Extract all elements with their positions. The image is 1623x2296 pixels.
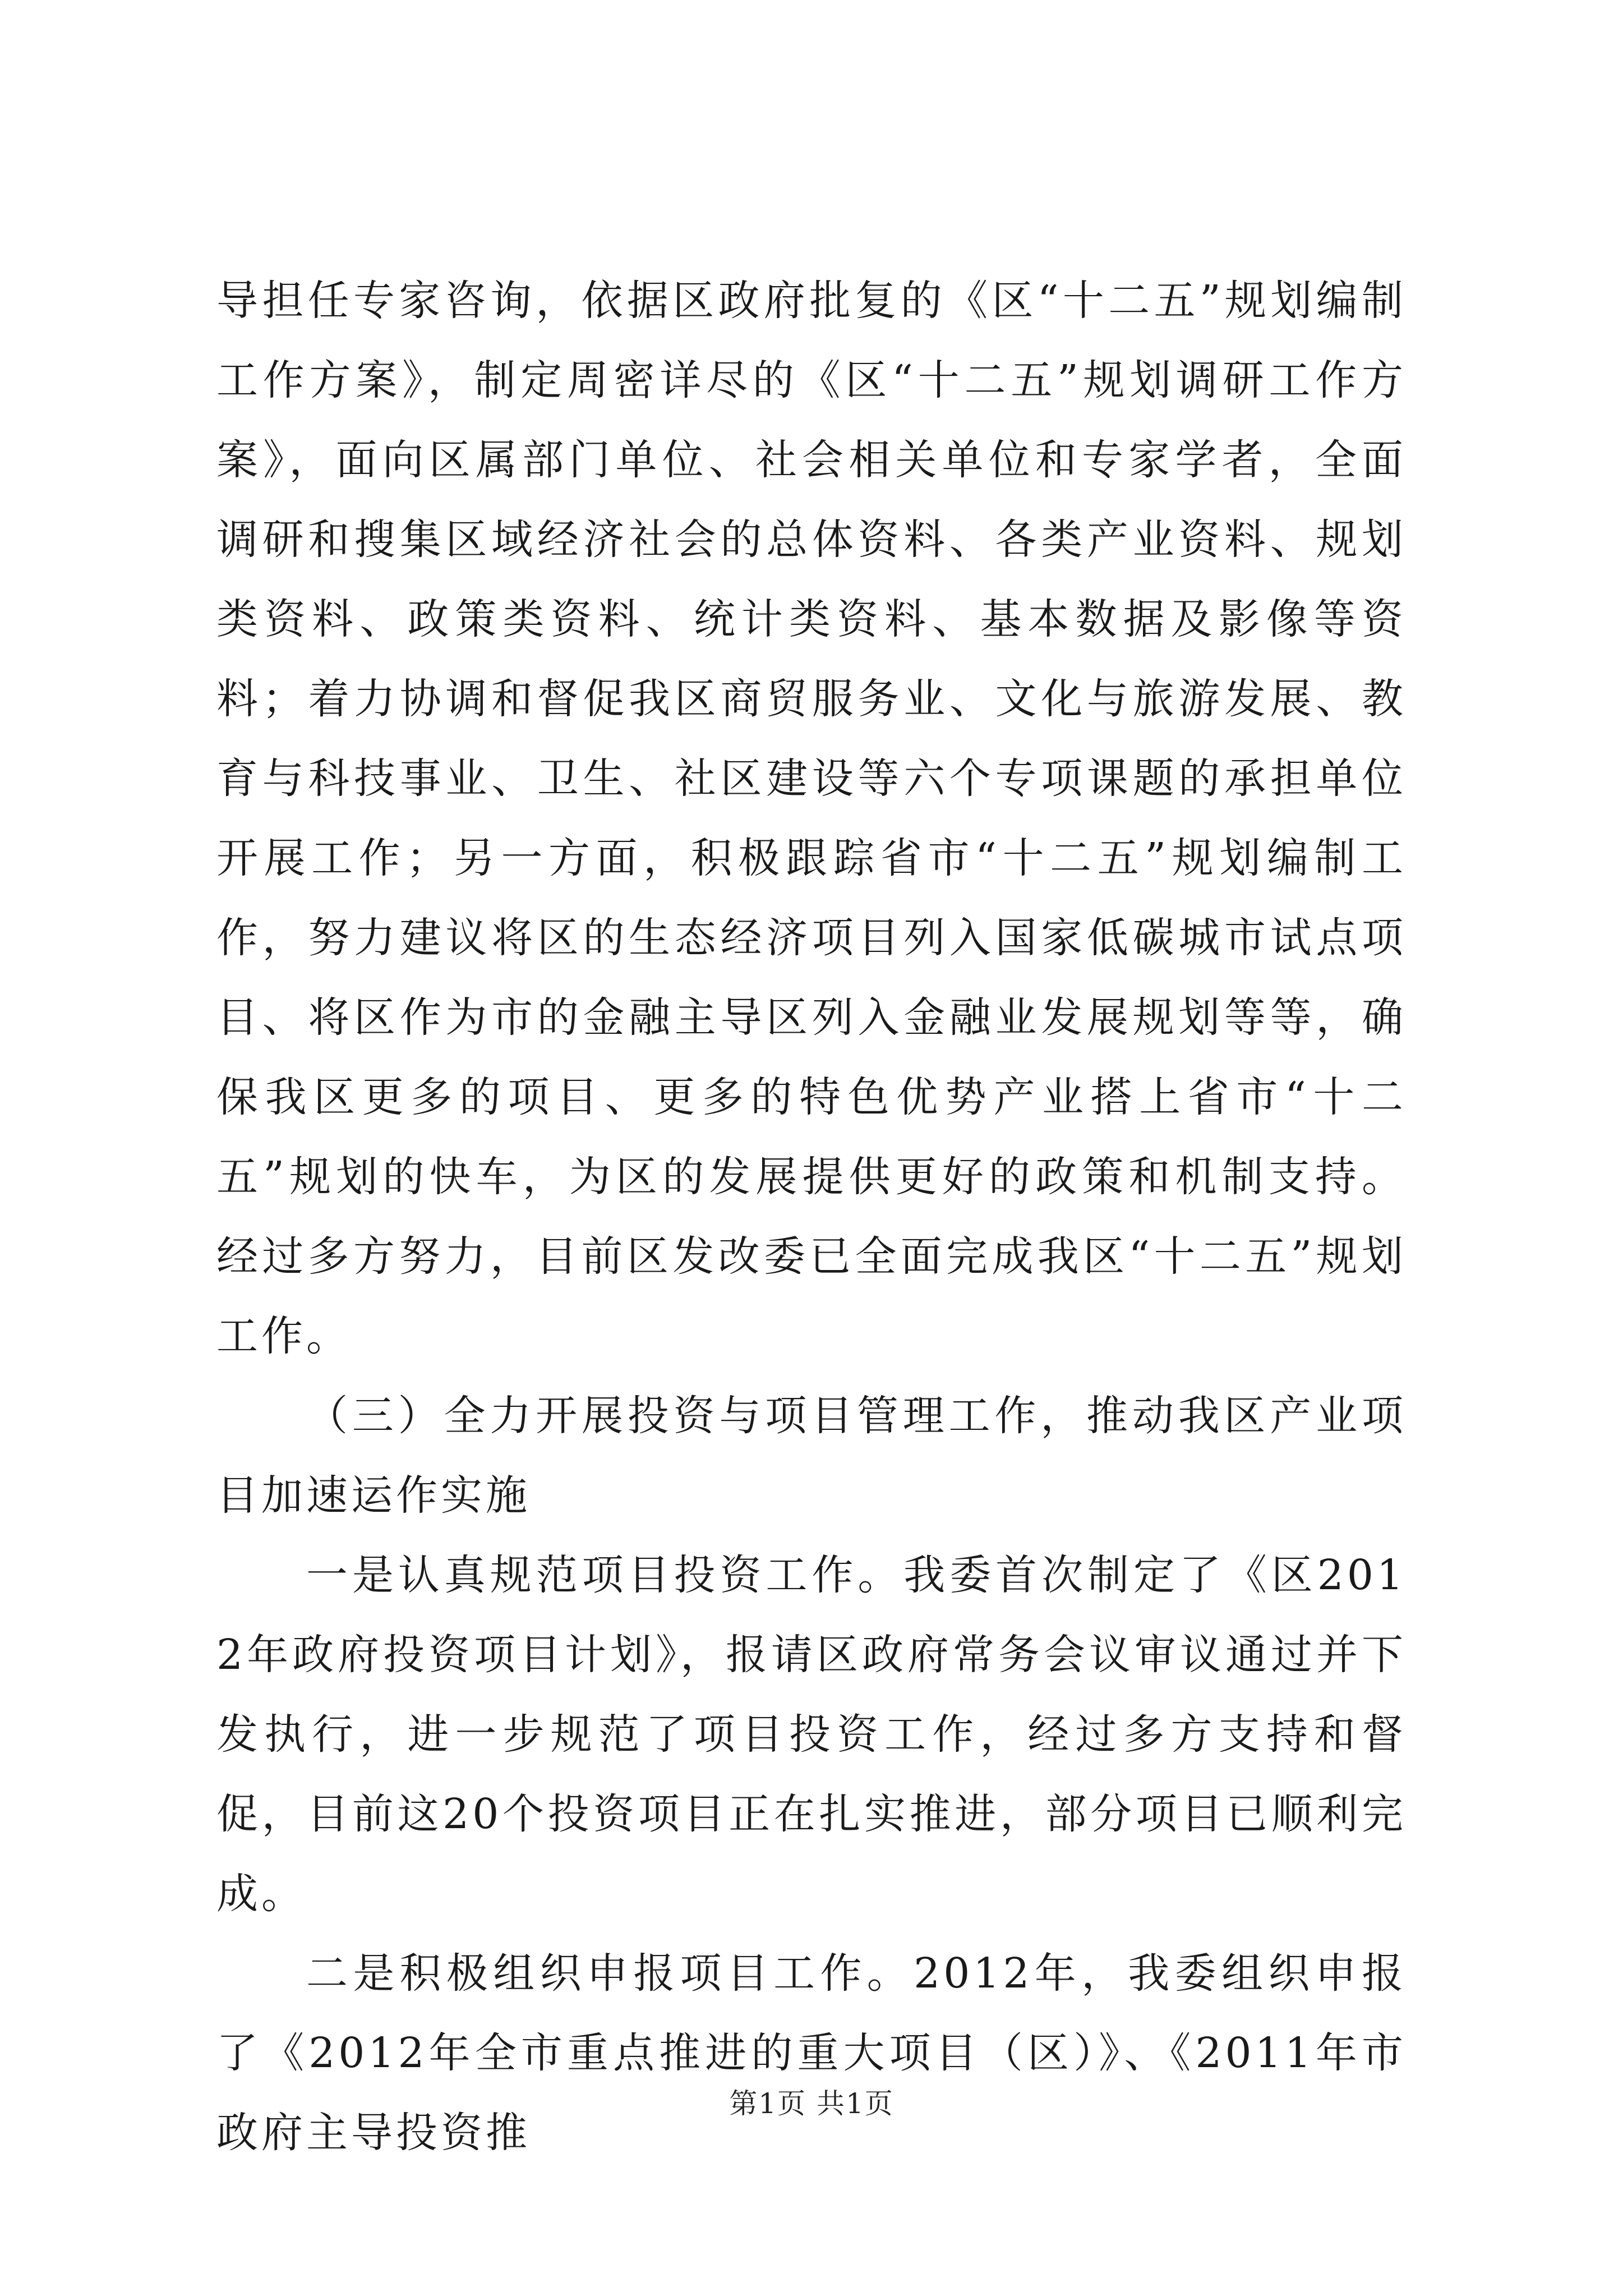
section-heading-investment: （三）全力开展投资与项目管理工作，推动我区产业项目加速运作实施 — [216, 1392, 1407, 1520]
paragraph-investment-standardization: 一是认真规范项目投资工作。我委首次制定了《区2012年政府投资项目计划》，报请区政府常务会议审议通过并下发执行，进一步规范了项目投资工作，经过多方支持和督促，目前这20个投资项目正在扎实推进，部分项目已顺利完成。 — [216, 1551, 1407, 1918]
paragraph-project-application: 二是积极组织申报项目工作。2012年，我委组织申报了《2012年全市重点推进的重大项目（区）》、《2011年市政府主导投资推 — [216, 1949, 1407, 2157]
paragraph-planning-work: 导担任专家咨询，依据区政府批复的《区“十二五”规划编制工作方案》，制定周密详尽的《区“十二五”规划调研工作方案》，面向区属部门单位、社会相关单位和专家学者，全面调研和搜集区域经济社会的总体资料、各类产业资料、规划类资料、政策类资料、统计类资料、基本数据及影像等资料；着力协调和督促我区商贸服务业、文化与旅游发展、教育与科技事业、卫生、社区建设等六个专项课题的承担单位开展工作；另一方面，积极跟踪省市“十二五”规划编制工作，努力建议将区的生态经济项目列入国家低碳城市试点项目、将区作为市的金融主导区列入金融业发展规划等等，确保我区更多的项目、更多的特色优势产业搭上省市“十二五”规划的快车，为区的发展提供更好的政策和机制支持。经过多方努力，目前区发改委已全面完成我区“十二五”规划工作。 — [216, 277, 1407, 1360]
page-number-footer: 第1页 共1页 — [729, 2087, 894, 2120]
document-body — [216, 261, 1407, 2173]
